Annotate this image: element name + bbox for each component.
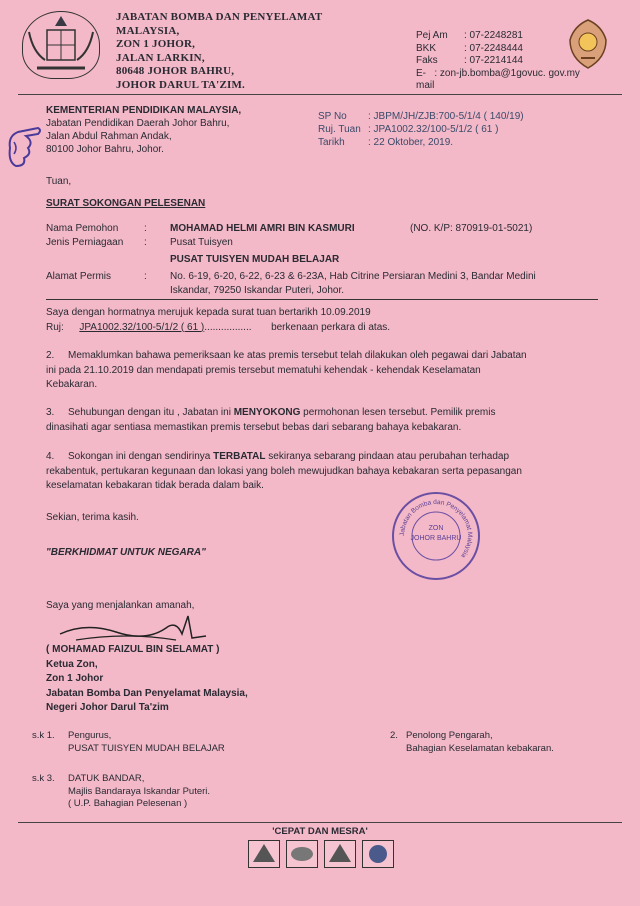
cc-line: Majlis Bandaraya Iskandar Puteri. [68, 785, 211, 797]
contact-label: Faks [416, 55, 438, 66]
cc-label: s.k 1. [32, 730, 55, 741]
cc-line: Pengurus, [68, 730, 112, 741]
header-org-line: JALAN LARKIN, [116, 51, 205, 64]
stamp-ring-text: Jabatan Bomba dan Penyelamat Malaysia [398, 498, 474, 560]
certification-logo-icon [286, 840, 318, 868]
paragraph-line [46, 349, 606, 364]
contact-value: : 07-2248444 [464, 42, 523, 54]
contact-label: BKK [416, 42, 437, 54]
footer-divider [18, 822, 622, 823]
paragraph-text: sekiranya sebarang pindaan atau perubahan terhadap [265, 451, 510, 462]
signoff-text: Saya yang menjalankan amanah, [46, 600, 195, 611]
paragraph-line: rekabentuk, pertukaran kegunaan dan lokasi yang boleh mewujudkan bahaya kebakaran serta pepasangan [46, 465, 522, 477]
reference-row [318, 123, 578, 136]
recipient-address [46, 104, 306, 156]
reference-block [318, 110, 578, 149]
cc-line: Bahagian Keselamatan kebakaran. [406, 742, 554, 754]
signatory-line: Zon 1 Johor [46, 673, 104, 684]
paragraph-3 [46, 406, 606, 435]
certification-logos [248, 840, 392, 868]
paragraph-line: ini pada 21.10.2019 dan mendapati premis tersebut mematuhi kehendak - kehendak Keselamatan [46, 364, 481, 376]
cc-line: Penolong Pengarah, [406, 730, 493, 741]
header-organization [116, 11, 386, 92]
field-nama-value: MOHAMAD HELMI AMRI BIN KASMURI [170, 223, 355, 234]
certification-logo-icon [248, 840, 280, 868]
stamp-center-line: ZON [428, 525, 444, 532]
intro-ruj-value: JPA1002.32/100-5/1/2 ( 61 ) [79, 321, 205, 333]
paragraph-emphasis: MENYOKONG [233, 407, 301, 418]
reference-value: : JPA1002.32/100-5/1/2 ( 61 ) [368, 124, 499, 135]
field-jenis-value: Pusat Tuisyen [170, 237, 233, 248]
header-contacts [416, 30, 580, 93]
stamp-center [394, 524, 478, 544]
contact-value: : 07-2214144 [464, 55, 523, 66]
paragraph-line [46, 406, 606, 421]
reference-row [318, 110, 578, 123]
field-alamat-line: No. 6-19, 6-20, 6-22, 6-23 & 6-23A, Hab Citrine Persiaran Medini 3, Bandar Medini [170, 271, 536, 282]
header-org-line: 80648 JOHOR BAHRU, [116, 65, 235, 77]
malaysia-crest-icon [22, 11, 100, 79]
cc-line: PUSAT TUISYEN MUDAH BELAJAR [68, 742, 225, 754]
field-colon: : [144, 237, 147, 248]
contact-row [416, 30, 576, 43]
header-org-line: ZON 1 JOHOR, [116, 38, 196, 50]
intro-ruj-row [46, 321, 606, 336]
cc-label: s.k 3. [32, 773, 55, 784]
intro-line: Saya dengan hormatnya merujuk kepada surat tuan bertarikh 10.09.2019 [46, 307, 371, 318]
motto-text: "BERKHIDMAT UNTUK NEGARA" [46, 547, 206, 558]
paragraph-number: 3. [46, 407, 55, 418]
recipient-line: 80100 Johor Bahru, Johor. [46, 144, 164, 155]
paragraph-text: Memaklumkan bahawa pemeriksaan ke atas premis tersebut telah dilakukan oleh pegawai dari Jabatan [68, 350, 527, 361]
reference-label: Tarikh [318, 137, 345, 148]
field-nama-label: Nama Pemohon [46, 223, 119, 234]
stamp-center-line: JOHOR BAHRU [410, 535, 462, 542]
paragraph-text: Sehubungan dengan itu , Jabatan ini [68, 407, 234, 418]
field-colon: : [144, 223, 147, 234]
section-divider [46, 299, 598, 300]
paragraph-line [46, 450, 606, 465]
signatory-name: ( MOHAMAD FAIZUL BIN SELAMAT ) [46, 644, 220, 655]
contact-label: Pej Am [416, 30, 448, 41]
signatory-block [46, 643, 326, 716]
header-divider [18, 94, 622, 95]
intro-paragraph [46, 306, 606, 335]
certification-logo-icon [324, 840, 356, 868]
hand-pointer-icon [4, 118, 44, 174]
official-stamp [392, 492, 480, 580]
bomba-emblem-icon [566, 18, 610, 70]
field-jenis-name: PUSAT TUISYEN MUDAH BELAJAR [170, 254, 340, 265]
intro-ruj-label: Ruj: [46, 321, 64, 333]
reference-value: : 22 Oktober, 2019. [368, 137, 454, 148]
paragraph-number: 4. [46, 451, 55, 462]
field-jenis-label: Jenis Perniagaan [46, 237, 124, 248]
intro-ruj-tail: berkenaan perkara di atas. [271, 321, 391, 333]
field-kp: (NO. K/P: 870919-01-5021) [410, 223, 533, 234]
cc-label: 2. [390, 730, 398, 741]
subject-heading: SURAT SOKONGAN PELESENAN [46, 198, 206, 209]
reference-value: : JBPM/JH/ZJB:700-5/1/4 ( 140/19) [368, 111, 524, 122]
recipient-line: KEMENTERIAN PENDIDIKAN MALAYSIA, [46, 105, 242, 116]
paragraph-line: keselamatan kebakaran tidak berada dalam baik. [46, 480, 264, 491]
footer-motto: 'CEPAT DAN MESRA' [272, 826, 368, 837]
paragraph-2 [46, 349, 606, 393]
paragraph-text: Sokongan ini dengan sendirinya [68, 451, 214, 462]
field-colon: : [144, 271, 147, 282]
paragraph-line: dinasihati agar sentiasa memastikan premis tersebut bebas dari sebarang bahaya kebakaran. [46, 421, 462, 433]
field-alamat-line: Iskandar, 79250 Iskandar Puteri, Johor. [170, 285, 344, 296]
certification-logo-icon [362, 840, 394, 868]
recipient-line: Jalan Abdul Rahman Andak, [46, 131, 172, 142]
intro-ruj-dots: ................. [204, 321, 252, 333]
contact-row [416, 67, 580, 93]
reference-label: SP No [318, 111, 347, 122]
signatory-line: Negeri Johor Darul Ta'zim [46, 702, 169, 713]
paragraph-text: permohonan lesen tersebut. Pemilik premis [300, 407, 496, 418]
reference-row [318, 136, 578, 149]
paragraph-number: 2. [46, 350, 55, 361]
contact-value: : 07-2248281 [464, 30, 523, 41]
header-org-line: JABATAN BOMBA DAN PENYELAMAT MALAYSIA, [116, 11, 323, 37]
paragraph-emphasis: TERBATAL [213, 451, 266, 462]
cc-line: ( U.P. Bahagian Pelesenan ) [68, 798, 188, 809]
signatory-line: Jabatan Bomba Dan Penyelamat Malaysia, [46, 687, 248, 699]
paragraph-4 [46, 450, 606, 494]
cc-line: DATUK BANDAR, [68, 773, 145, 784]
salutation: Tuan, [46, 176, 72, 187]
contact-label: E-mail [416, 67, 435, 91]
reference-label: Ruj. Tuan [318, 124, 361, 135]
paragraph-line: Kebakaran. [46, 379, 98, 390]
recipient-line: Jabatan Pendidikan Daerah Johor Bahru, [46, 118, 230, 129]
handwritten-signature [56, 612, 216, 646]
field-alamat-label: Alamat Permis [46, 271, 112, 282]
header-org-line: JOHOR DARUL TA'ZIM. [116, 78, 245, 91]
closing-text: Sekian, terima kasih. [46, 512, 139, 523]
contact-row [416, 55, 576, 68]
contact-row [416, 43, 576, 56]
contact-value: : zon-jb.bomba@1govuc. gov.my [434, 67, 580, 79]
signatory-line: Ketua Zon, [46, 658, 98, 670]
